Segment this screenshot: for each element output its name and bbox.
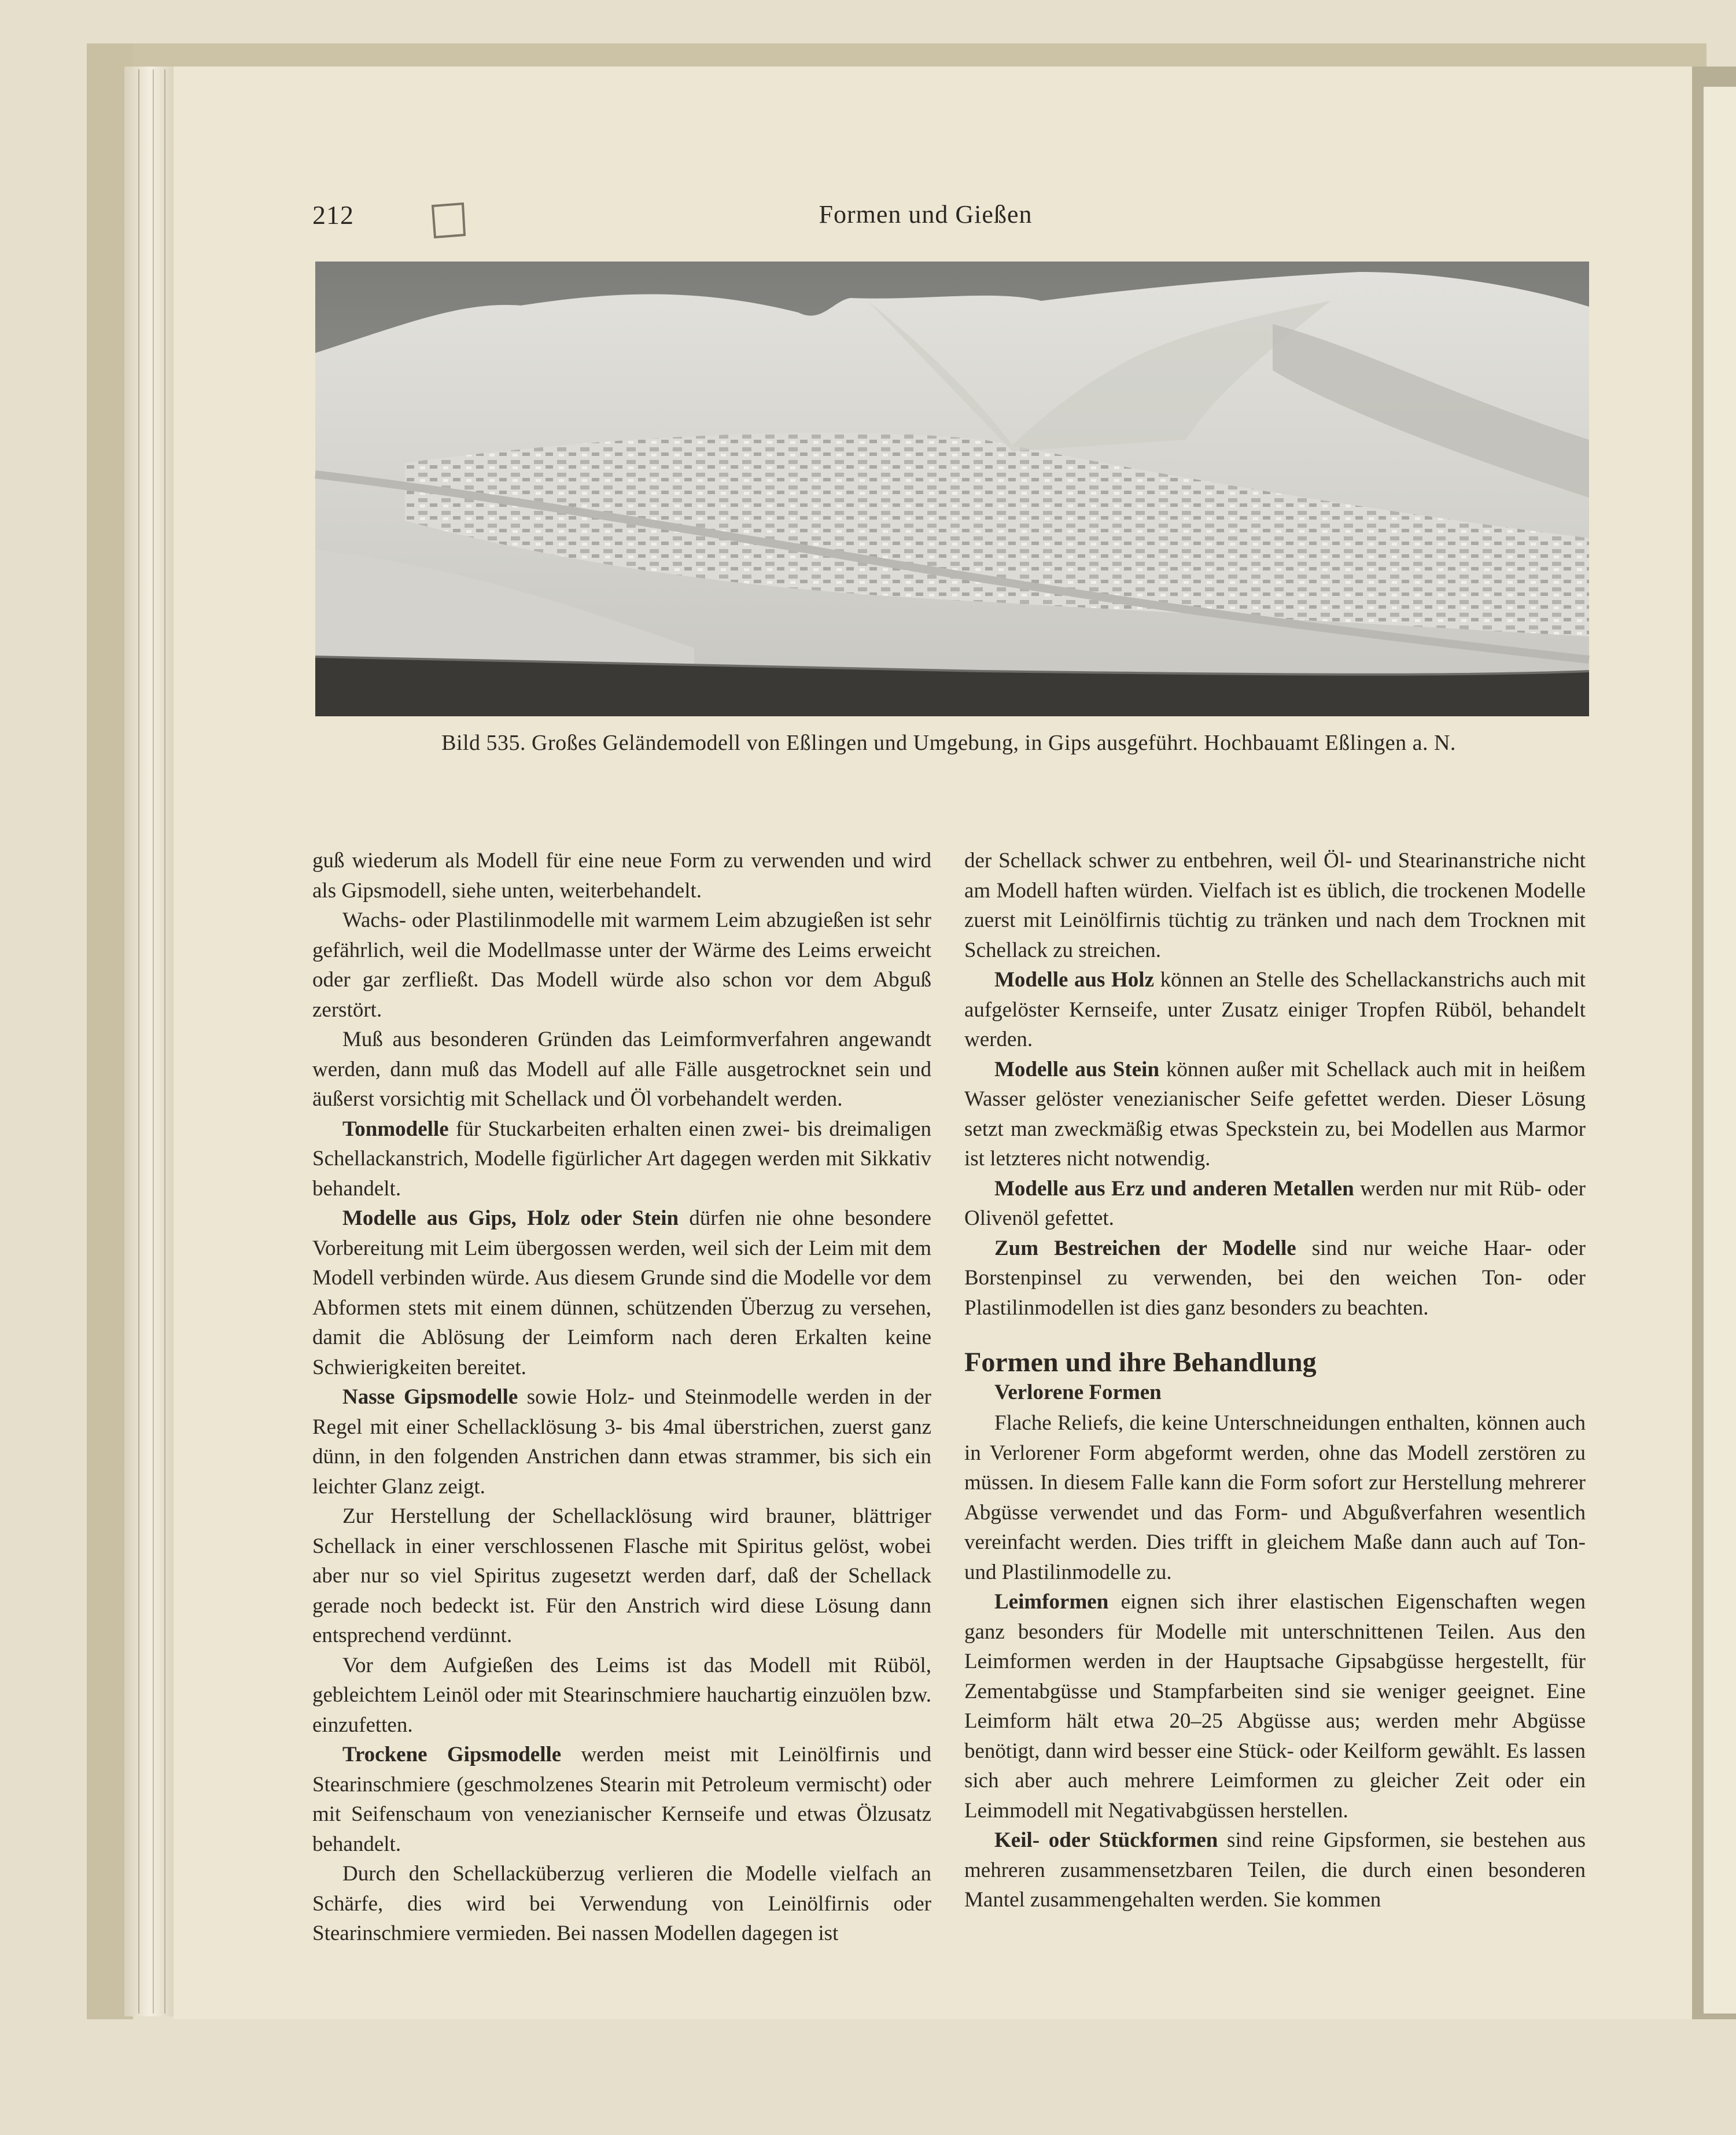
- paragraph: Flache Reliefs, die keine Unterschneidungen enthalten, können auch in Verlorener Form abgeformt werden, ohne das Modell zerstören zu müssen. In diesem Falle kann die Form sofort zur Herstellung mehrerer Abgüsse verwendet und das Form- und Abgußverfahren wesentlich vereinfacht werden. Dies trifft in gleichem Maße dann auch auf Ton- und Plastilinmodelle zu.: [964, 1411, 1586, 1584]
- figure-caption: Bild 535. Großes Geländemodell von Eßlingen und Umgebung, in Gips ausgeführt. Hochbauamt Eßlingen a. N.: [441, 731, 1456, 755]
- subheading: Verlorene Formen: [994, 1381, 1162, 1404]
- run-in-heading: Keil- oder Stückformen: [994, 1828, 1218, 1852]
- run-in-heading: Modelle aus Erz und anderen Metallen: [994, 1176, 1354, 1201]
- run-in-heading: Nasse Gipsmodelle: [342, 1385, 518, 1409]
- paragraph: Muß aus besonderen Gründen das Leimformverfahren angewandt werden, dann muß das Modell auf alle Fälle ausgetrocknet sein und äußerst vorsichtig mit Schellack und Öl vorbehandelt werden.: [312, 1028, 931, 1111]
- figure-photograph-terrain-model: [315, 262, 1589, 716]
- section-heading: Formen und ihre Behandlung: [964, 1347, 1317, 1378]
- paragraph-text: können außer mit Schellack auch mit in heißem Wasser gelöster venezianischer Seife gefettet werden. Dieser Lösung setzt man zweckmäßig etwas Speckstein zu, bei Modellen aus Marmor ist letzteres nicht notwendig.: [964, 1057, 1586, 1170]
- paragraph-text: sind nur weiche Haar- oder Borstenpinsel zu verwenden, bei den weichen Ton- oder Plastilinmodellen ist dies ganz besonders zu beachten.: [964, 1236, 1586, 1320]
- paragraph-text: werden meist mit Leinölfirnis und Stearinschmiere (geschmolzenes Stearin mit Petroleum vermischt) oder mit Seifenschaum von venezianischer Kernseife und etwas Ölzusatz behandelt.: [312, 1743, 931, 1856]
- paragraph: Durch den Schellacküberzug verlieren die Modelle vielfach an Schärfe, dies wird bei Verwendung von Leinölfirnis oder Stearinschmiere vermieden. Bei nassen Modellen dagegen ist: [312, 1862, 931, 1945]
- run-in-heading: Modelle aus Holz: [994, 968, 1155, 992]
- paragraph-text: sowie Holz- und Steinmodelle werden in der Regel mit einer Schellacklösung 3- bis 4mal überstrichen, zuerst ganz dünn, in den folgenden Anstrichen dann etwas strammer, bis sich ein leichter Glanz zeigt.: [312, 1385, 931, 1499]
- running-title: Formen und Gießen: [819, 200, 1033, 229]
- paragraph-text: werden nur mit Rüb- oder Olivenöl gefettet.: [964, 1176, 1586, 1230]
- paragraph: Zur Herstellung der Schellacklösung wird brauner, blättriger Schellack in einer verschlossenen Flasche mit Spiritus gelöst, wobei aber nur so viel Spiritus zugesetzt werden darf, daß der Schellack gerade noch bedeckt ist. Für den Anstrich wird diese Lösung dann entsprechend verdünnt.: [312, 1504, 931, 1647]
- paragraph: Vor dem Aufgießen des Leims ist das Modell mit Rüböl, gebleichtem Leinöl oder mit Stearinschmiere hauchartig einzuölen bzw. einzufetten.: [312, 1653, 931, 1737]
- paragraph-text: sind reine Gipsformen, sie bestehen aus mehreren zusammensetzbaren Teilen, die durch einen besonderen Mantel zusammengehalten werden. Sie kommen: [964, 1828, 1586, 1912]
- run-in-heading: Leimformen: [994, 1590, 1109, 1614]
- run-in-heading: Zum Bestreichen der Modelle: [994, 1236, 1296, 1260]
- run-in-heading: Tonmodelle: [342, 1117, 449, 1141]
- paragraph: [312, 1203, 931, 1382]
- run-in-heading: Trockene Gipsmodelle: [342, 1743, 562, 1766]
- paragraph: [964, 1174, 1586, 1234]
- paragraph: Wachs- oder Plastilinmodelle mit warmem Leim abzugießen ist sehr gefährlich, weil die Modellmasse unter der Wärme des Leims erweicht oder gar zerfließt. Das Modell würde also schon vor dem Abguß zerstört.: [312, 908, 931, 1022]
- paragraph: [312, 1382, 931, 1501]
- paragraph: der Schellack schwer zu entbehren, weil Öl- und Stearinanstriche nicht am Modell haften würden. Vielfach ist es üblich, die trockenen Modelle zuerst mit Leinölfirnis tüchtig zu tränken und nach dem Trocknen mit Schellack zu streichen.: [964, 849, 1586, 962]
- page-number: 212: [312, 200, 354, 230]
- paragraph: [964, 1587, 1586, 1825]
- paragraph: [312, 1740, 931, 1859]
- paragraph-text: können an Stelle des Schellackanstrichs auch mit aufgelöster Kernseife, unter Zusatz einiger Tropfen Rüböl, behandelt werden.: [964, 968, 1586, 1051]
- run-in-heading: Modelle aus Stein: [994, 1057, 1160, 1081]
- run-in-heading: Modelle aus Gips, Holz oder Stein: [342, 1206, 679, 1230]
- left-column: [312, 846, 931, 1949]
- paragraph-text: dürfen nie ohne besondere Vorbereitung mit Leim übergossen werden, weil sich der Leim mit dem Modell verbinden würde. Aus diesem Grunde sind die Modelle vor dem Abformen stets mit einem dünnen, schützenden Überzug zu versehen, damit die Ablösung der Leimform nach deren Erkalten keine Schwierigkeiten bereitet.: [312, 1206, 931, 1379]
- page-edges: [124, 67, 176, 2016]
- paragraph-text: für Stuckarbeiten erhalten einen zwei- bis dreimaligen Schellackanstrich, Modelle figürlicher Art dagegen werden mit Sikkativ behandelt.: [312, 1117, 931, 1201]
- paragraph: guß wiederum als Modell für eine neue Form zu verwenden und wird als Gipsmodell, siehe unten, weiterbehandelt.: [312, 849, 931, 903]
- paragraph-text: eignen sich ihrer elastischen Eigenschaften wegen ganz besonders für Modelle mit unterschnittenen Teilen. Aus den Leimformen werden in der Hauptsache Gipsabgüsse hergestellt, für Zementabgüsse und Stampfarbeiten sind sie weniger geeignet. Eine Leimform hält etwa 20–25 Abgüsse aus; werden mehr Abgüsse benötigt, dann wird besser eine Stück- oder Keilform gewählt. Es lassen sich aber auch mehrere Leimformen zu gleicher Zeit oder ein Leimmodell mit Negativabgüssen herstellen.: [964, 1590, 1586, 1823]
- paragraph: [964, 1055, 1586, 1174]
- paragraph: [964, 965, 1586, 1055]
- paragraph: [964, 1825, 1586, 1915]
- right-column: [964, 846, 1586, 1915]
- paragraph: [312, 1114, 931, 1204]
- paragraph: [964, 1234, 1586, 1323]
